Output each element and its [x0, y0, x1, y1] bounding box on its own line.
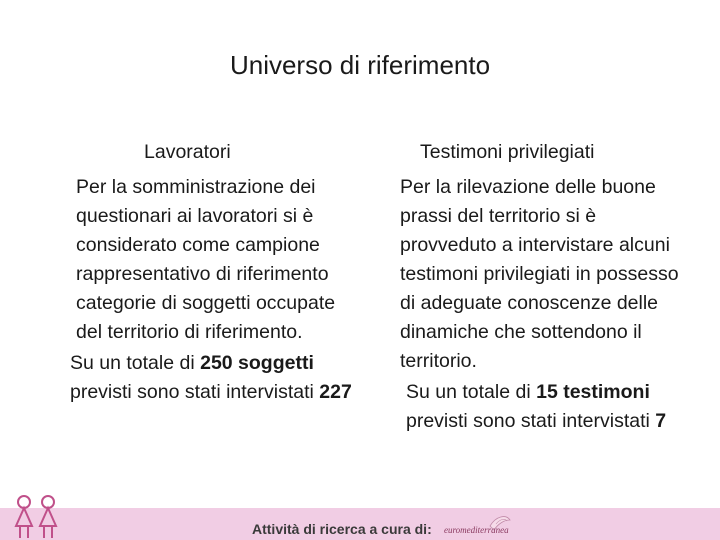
footer-bar — [0, 508, 720, 540]
left-column — [70, 138, 360, 407]
right-heading: Testimoni privilegiati — [420, 141, 595, 163]
left-paragraph-1: Per la somministrazione dei questionari ai lavoratori si è considerato come campione rappresentativo di riferimento categorie di soggetti occupate del territorio di riferimento. — [76, 176, 336, 343]
left-para2-text: Su un totale di — [70, 352, 201, 374]
left-heading: Lavoratori — [144, 141, 231, 163]
right-paragraph-2 — [400, 378, 690, 436]
left-paragraph-2 — [70, 349, 360, 407]
logo-text: euromediterranea — [444, 525, 509, 535]
right-para2-bold: 15 testimoni — [536, 381, 650, 403]
left-para2-count: 227 — [319, 381, 352, 403]
right-para2-text-2: previsti sono stati intervistati — [406, 410, 656, 432]
right-para2-text: Su un totale di — [406, 381, 537, 403]
right-paragraph-1: Per la rilevazione delle buone prassi del territorio si è provveduto a intervistare alcuni testimoni privilegiati in possesso di adeguate conoscenze delle dinamiche che sottendono il territorio. — [400, 176, 679, 372]
left-para2-text-2: previsti sono stati intervistati — [70, 381, 320, 403]
slide-title: Universo di riferimento — [229, 50, 491, 80]
right-column — [400, 138, 690, 436]
women-icon — [10, 492, 70, 540]
footer-text: Attività di ricerca a cura di: — [252, 521, 432, 537]
right-para2-count: 7 — [655, 410, 667, 432]
left-para2-bold: 250 soggetti — [200, 352, 314, 374]
